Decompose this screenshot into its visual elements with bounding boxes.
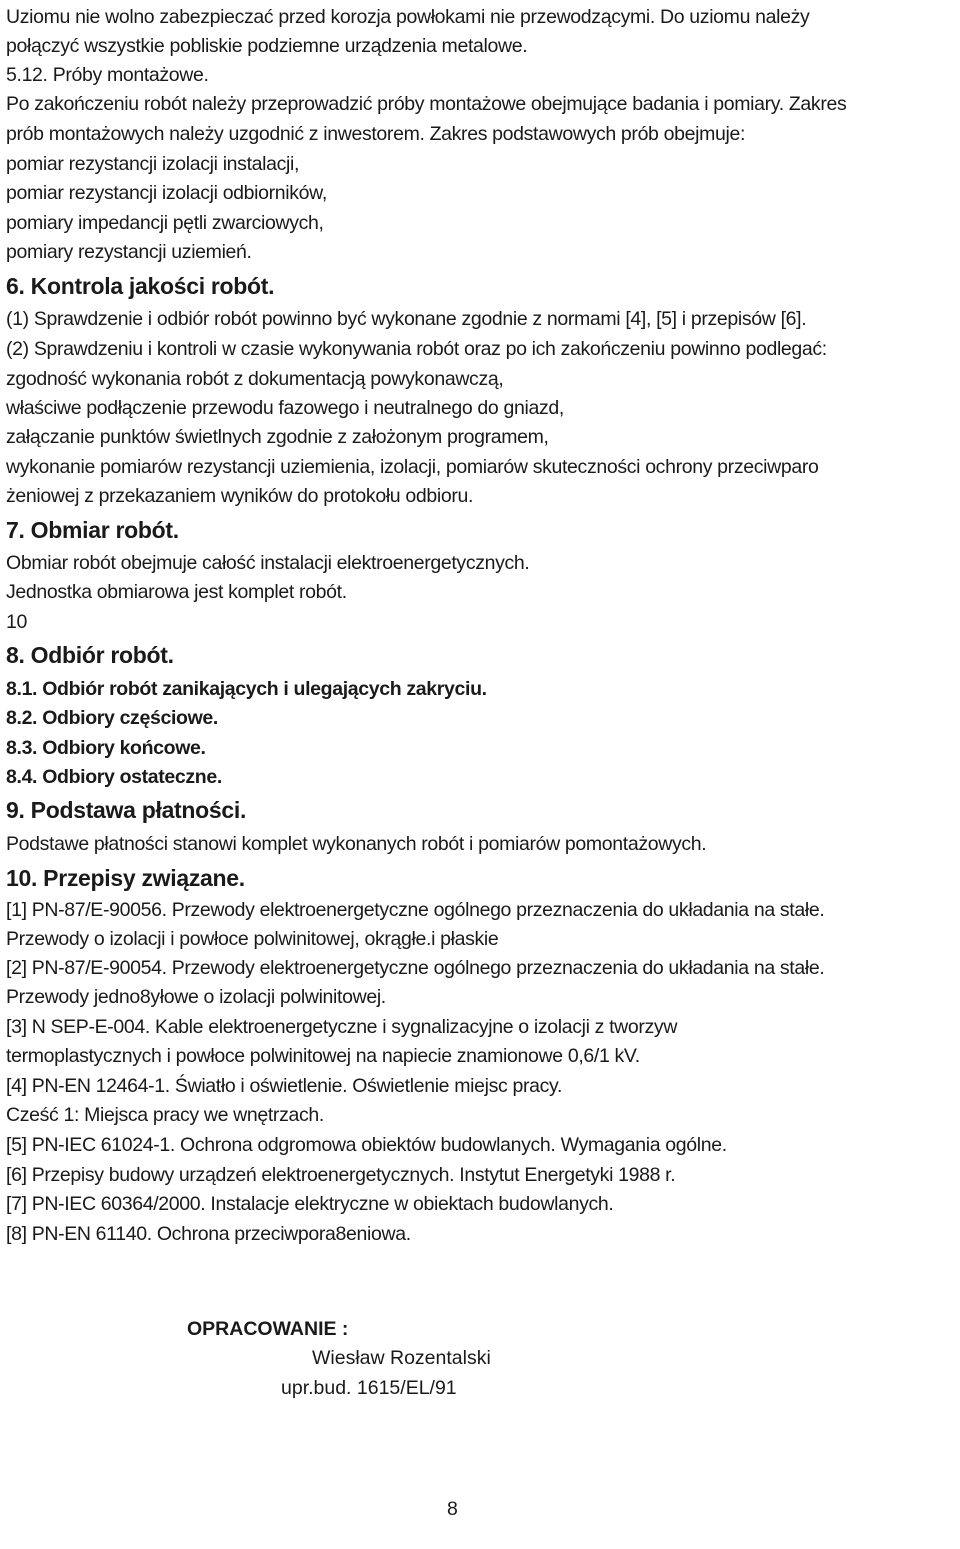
list-item: właściwe podłączenie przewodu fazowego i neutralnego do gniazd, — [6, 397, 564, 419]
section-heading: 8. Odbiór robót. — [6, 642, 174, 668]
body-text-line: prób montażowych należy uzgodnić z inwestorem. Zakres podstawowych prób obejmuje: — [6, 123, 746, 145]
reference-line: [1] PN-87/E-90056. Przewody elektroenergetyczne ogólnego przeznaczenia do układania na stałe. — [6, 899, 825, 921]
reference-line: termoplastycznych i powłoce polwinitowej na napiecie znamionowe 0,6/1 kV. — [6, 1045, 640, 1067]
reference-line: Przewody jedno8yłowe o izolacji polwinitowej. — [6, 986, 386, 1008]
page-number: 8 — [447, 1498, 458, 1520]
subsection-heading: 8.2. Odbiory częściowe. — [6, 707, 218, 729]
body-text-line: Obmiar robót obejmuje całość instalacji elektroenergetycznych. — [6, 552, 530, 574]
reference-line: [6] Przepisy budowy urządzeń elektroenergetycznych. Instytut Energetyki 1988 r. — [6, 1164, 676, 1186]
subsection-heading: 8.1. Odbiór robót zanikających i ulegających zakryciu. — [6, 678, 487, 700]
list-item: pomiar rezystancji izolacji instalacji, — [6, 153, 300, 175]
list-item: zgodność wykonania robót z dokumentacją powykonawczą, — [6, 368, 504, 390]
list-item: pomiary impedancji pętli zwarciowych, — [6, 212, 324, 234]
signature-license: upr.bud. 1615/EL/91 — [281, 1377, 457, 1399]
body-text-line: Uziomu nie wolno zabezpieczać przed korozja powłokami nie przewodzącymi. Do uziomu należy — [6, 6, 810, 28]
body-text-line: Jednostka obmiarowa jest komplet robót. — [6, 581, 347, 603]
reference-line: Przewody o izolacji i powłoce polwinitowej, okrągłe.i płaskie — [6, 928, 499, 950]
reference-line: [7] PN-IEC 60364/2000. Instalacje elektryczne w obiektach budowlanych. — [6, 1193, 614, 1215]
list-item: pomiar rezystancji izolacji odbiorników, — [6, 182, 327, 204]
reference-line: Cześć 1: Miejsca pracy we wnętrzach. — [6, 1104, 324, 1126]
body-text-line: (2) Sprawdzeniu i kontroli w czasie wykonywania robót oraz po ich zakończeniu powinno podlegać: — [6, 338, 827, 360]
body-text-line: Po zakończeniu robót należy przeprowadzić próby montażowe obejmujące badania i pomiary. Zakres — [6, 93, 847, 115]
list-item: wykonanie pomiarów rezystancji uziemienia, izolacji, pomiarów skuteczności ochrony przeciwparo — [6, 456, 819, 478]
body-text-line: Podstawe płatności stanowi komplet wykonanych robót i pomiarów pomontażowych. — [6, 833, 707, 855]
reference-line: [3] N SEP-E-004. Kable elektroenergetyczne i sygnalizacyjne o izolacji z tworzyw — [6, 1016, 678, 1038]
section-heading: 7. Obmiar robót. — [6, 517, 179, 543]
reference-line: [4] PN-EN 12464-1. Światło i oświetlenie. Oświetlenie miejsc pracy. — [6, 1075, 563, 1097]
body-text-line: 10 — [6, 611, 27, 633]
list-item: żeniowej z przekazaniem wyników do protokołu odbioru. — [6, 485, 474, 507]
section-heading: 10. Przepisy związane. — [6, 865, 245, 891]
body-text-line: (1) Sprawdzenie i odbiór robót powinno być wykonane zgodnie z normami [4], [5] i przepisów [6]. — [6, 308, 807, 330]
body-text-line: połączyć wszystkie pobliskie podziemne urządzenia metalowe. — [6, 35, 528, 57]
section-heading: 9. Podstawa płatności. — [6, 797, 247, 823]
signature-name: Wiesław Rozentalski — [312, 1347, 491, 1369]
subsection-heading: 8.3. Odbiory końcowe. — [6, 737, 206, 759]
reference-line: [2] PN-87/E-90054. Przewody elektroenergetyczne ogólnego przeznaczenia do układania na stałe. — [6, 957, 825, 979]
reference-line: [8] PN-EN 61140. Ochrona przeciwpora8eniowa. — [6, 1223, 411, 1245]
signature-label: OPRACOWANIE : — [187, 1318, 349, 1340]
list-item: załączanie punktów świetlnych zgodnie z założonym programem, — [6, 426, 549, 448]
list-item: pomiary rezystancji uziemień. — [6, 241, 252, 263]
subsection-heading: 5.12. Próby montażowe. — [6, 64, 209, 86]
reference-line: [5] PN-IEC 61024-1. Ochrona odgromowa obiektów budowlanych. Wymagania ogólne. — [6, 1134, 727, 1156]
subsection-heading: 8.4. Odbiory ostateczne. — [6, 766, 222, 788]
section-heading: 6. Kontrola jakości robót. — [6, 273, 275, 299]
